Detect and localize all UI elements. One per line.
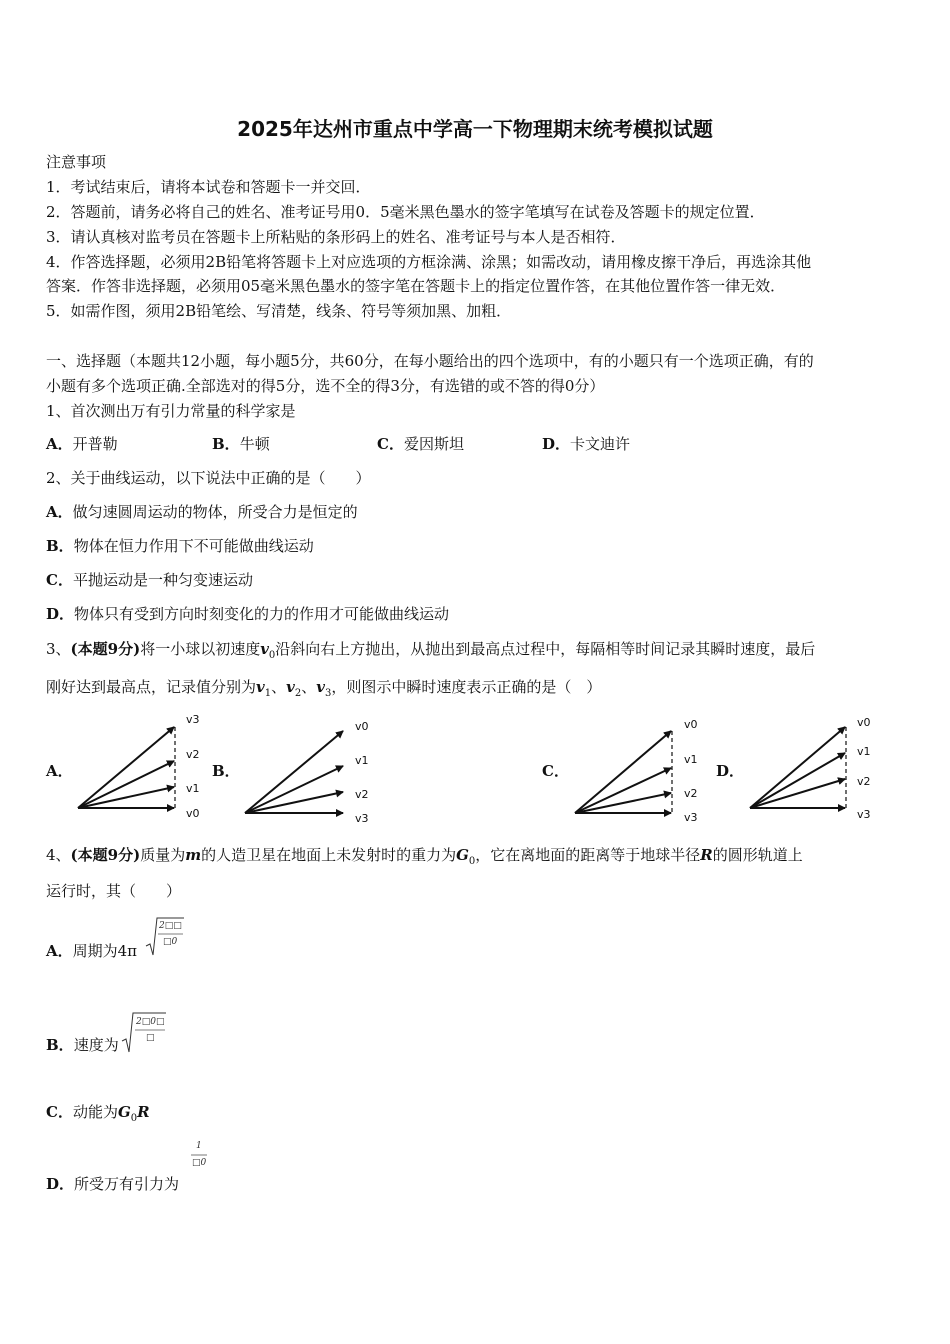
vector-label: v2 <box>186 748 200 761</box>
q1-option-b: B．牛顿 <box>212 435 270 453</box>
q4-option-c: C．动能为$G_0R$ <box>46 1103 150 1124</box>
section-heading-cont: 小题有多个选项正确.全部选对的得5分，选不全的得3分，有选错的或不答的得0分） <box>46 377 605 395</box>
q3-option-d-label: D． <box>716 762 745 780</box>
section-heading: 一、选择题（本题共12小题，每小题5分，共60分，在每小题给出的四个选项中，有的小题只有一个选项正确，有的 <box>46 352 814 370</box>
q1-option-d: D．卡文迪许 <box>542 435 631 453</box>
q4-option-b-denominator: □ <box>146 1033 155 1043</box>
vector-label: v3 <box>186 713 200 726</box>
vector-label: v3 <box>684 811 698 824</box>
velocity-vector <box>575 793 671 813</box>
q4-option-b-numerator: 2□0□ <box>136 1017 165 1027</box>
vector-label: v0 <box>857 716 871 729</box>
notice-heading: 注意事项 <box>46 153 107 171</box>
vector-label: v1 <box>355 754 369 767</box>
diagram-a <box>78 713 200 820</box>
q4-option-d-numerator: 1 <box>196 1141 202 1151</box>
q2-stem: 2、关于曲线运动，以下说法中正确的是（ ） <box>46 469 371 487</box>
vector-label: v1 <box>684 753 698 766</box>
notice-item: 4．作答选择题，必须用2B铅笔将答题卡上对应选项的方框涂满、涂黑；如需改动，请用橡皮擦干净后，再选涂其他 <box>46 253 812 271</box>
notice-item: 答案．作答非选择题，必须用05毫米黑色墨水的签字笔在答题卡上的指定位置作答，在其他位置作答一律无效． <box>46 277 786 295</box>
notice-item: 2．答题前，请务必将自己的姓名、准考证号用0．5毫米黑色墨水的签字笔填写在试卷及答题卡的规定位置． <box>46 203 765 221</box>
vector-label: v3 <box>857 808 871 821</box>
notice-item: 3．请认真核对监考员在答题卡上所粘贴的条形码上的姓名、准考证号与本人是否相符． <box>46 228 626 246</box>
q4-stem-cont: 运行时，其（ ） <box>46 882 182 900</box>
velocity-vector <box>575 768 671 813</box>
q4-option-b: B．速度为 <box>46 1036 119 1054</box>
vector-label: v3 <box>355 812 369 825</box>
q1-stem: 1、首次测出万有引力常量的科学家是 <box>46 402 296 420</box>
velocity-vector <box>575 731 671 813</box>
q4-option-d-denominator: □0 <box>192 1158 207 1168</box>
notice-item: 5．如需作图，须用2B铅笔绘、写清楚，线条、符号等须加黑、加粗． <box>46 302 512 320</box>
q3-stem-cont: 刚好达到最高点，记录值分别为$v_1$、$v_2$、$v_3$，则图示中瞬时速度表示正确的是（ ） <box>46 678 602 699</box>
notice-item: 1．考试结束后，请将本试卷和答题卡一并交回． <box>46 178 371 196</box>
q2-option-d: D．物体只有受到方向时刻变化的力的作用才可能做曲线运动 <box>46 605 450 623</box>
vector-label: v0 <box>355 720 369 733</box>
q4-stem: 4、(本题9分)质量为m的人造卫星在地面上未发射时的重力为$G_0$，它在离地面的距离等于地球半径R的圆形轨道上 <box>46 846 803 867</box>
q3-option-b-label: B． <box>212 762 240 780</box>
vector-label: v1 <box>186 782 200 795</box>
q4-option-a-numerator: 2□□ <box>159 921 182 931</box>
velocity-vector <box>750 727 845 808</box>
q3-option-a-label: A． <box>46 762 73 780</box>
vector-label: v0 <box>684 718 698 731</box>
q4-option-d: D．所受万有引力为 <box>46 1175 180 1193</box>
q2-option-c: C．平抛运动是一种匀变速运动 <box>46 571 253 589</box>
vector-label: v2 <box>857 775 871 788</box>
velocity-vector <box>78 787 174 808</box>
q1-option-c: C．爱因斯坦 <box>377 435 464 453</box>
velocity-vector <box>750 779 845 808</box>
velocity-vector <box>750 753 845 808</box>
vector-label: v1 <box>857 745 871 758</box>
vector-label: v2 <box>684 787 698 800</box>
q4-option-a: A．周期为4π <box>46 942 138 960</box>
q2-option-b: B．物体在恒力作用下不可能做曲线运动 <box>46 537 314 555</box>
velocity-vector <box>245 792 343 813</box>
q1-option-a: A．开普勒 <box>46 435 118 453</box>
q2-option-a: A．做匀速圆周运动的物体，所受合力是恒定的 <box>46 503 358 521</box>
diagram-b <box>245 720 369 825</box>
vector-label: v2 <box>355 788 369 801</box>
q4-option-a-denominator: □0 <box>163 937 178 947</box>
vector-label: v0 <box>186 807 200 820</box>
diagram-d <box>750 716 871 821</box>
q3-option-c-label: C． <box>542 762 569 780</box>
diagram-c <box>575 718 698 824</box>
q3-stem: 3、(本题9分)将一小球以初速度$v_0$沿斜向右上方抛出，从抛出到最高点过程中，每隔相等时间记录其瞬时速度，最后 <box>46 640 816 661</box>
page-title: 2025年达州市重点中学高一下物理期末统考模拟试题 <box>237 117 713 141</box>
